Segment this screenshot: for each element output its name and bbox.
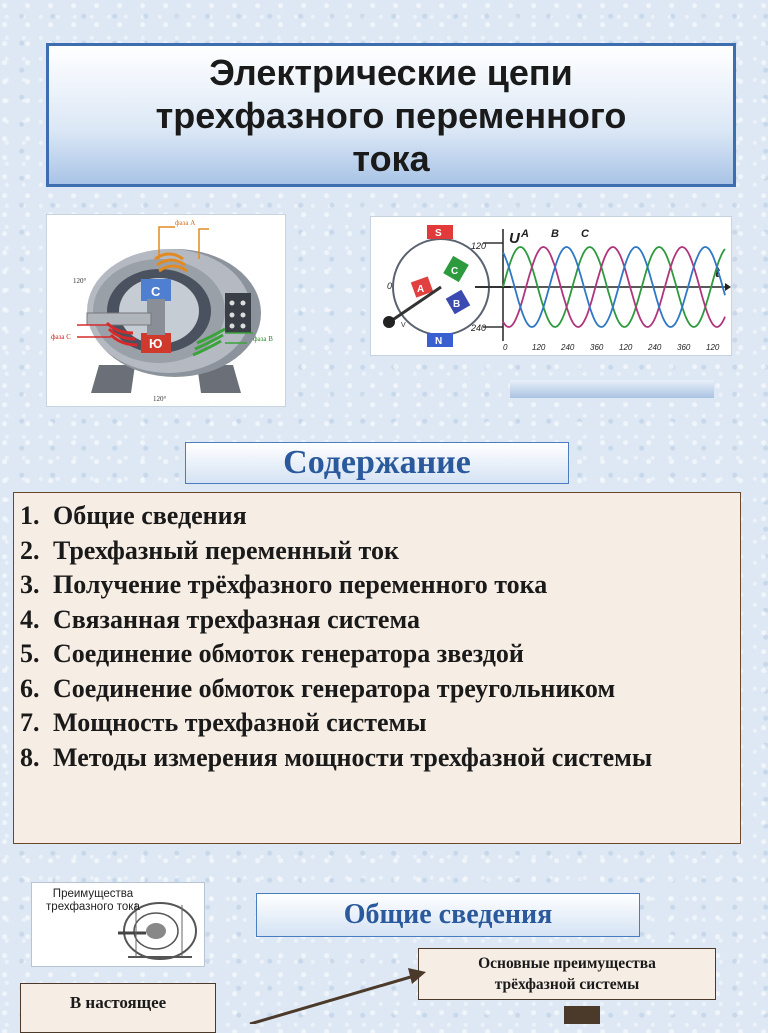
waveform-image xyxy=(370,216,732,356)
rotor-angle-120: 120 xyxy=(471,241,487,251)
contents-item-number: 6. xyxy=(20,673,40,703)
contents-item-text: Соединение обмоток генератора треугольником xyxy=(53,673,616,703)
contents-item-number: 5. xyxy=(20,639,40,668)
series-a-label: A xyxy=(521,228,529,240)
rotor-angle-0: 0 xyxy=(387,281,393,291)
contents-item[interactable] xyxy=(20,603,732,638)
x-tick-label: 0 xyxy=(503,343,508,352)
contents-header[interactable]: Содержание xyxy=(185,442,569,484)
phase-a-label: фаза А xyxy=(175,219,196,227)
contents-item-number: 4. xyxy=(20,604,40,634)
x-tick-label: 360 xyxy=(677,343,691,352)
x-tick-labels xyxy=(503,343,720,352)
rotor-b-letter: B xyxy=(453,299,461,310)
contents-item-text: Методы измерения мощности трехфазной системы xyxy=(53,742,653,772)
contents-item[interactable] xyxy=(20,741,732,776)
thumbnail-text: Преимущества трехфазного тока xyxy=(46,888,140,913)
general-info-header[interactable]: Общие сведения xyxy=(256,893,640,937)
x-tick-label: 120 xyxy=(619,343,633,352)
generator-image xyxy=(46,214,286,407)
contents-item[interactable] xyxy=(20,499,732,534)
generator-illustration xyxy=(47,215,285,406)
nowadays-box: В настоящее xyxy=(20,983,216,1033)
contents-item-number: 3. xyxy=(20,570,40,599)
rotor-c-letter: C xyxy=(451,266,459,277)
waveform-illustration xyxy=(371,217,731,355)
title-line-2: трехфазного переменного xyxy=(155,94,627,136)
contents-list xyxy=(13,492,741,844)
u-axis-label: U xyxy=(509,230,520,247)
page-title xyxy=(46,43,736,187)
contents-item[interactable] xyxy=(20,637,732,672)
series-c-label: C xyxy=(581,228,589,240)
contents-item-text: Общие сведения xyxy=(53,501,247,530)
rotor-a-letter: A xyxy=(417,284,425,295)
t-axis-label: t xyxy=(715,264,720,280)
x-tick-label: 120 xyxy=(532,343,546,352)
angle-top-label: 120° xyxy=(73,277,87,285)
decorative-bar xyxy=(510,380,714,398)
phase-c-label: фаза С xyxy=(51,333,71,341)
x-tick-label: 120 xyxy=(706,343,720,352)
contents-item-text: Соединение обмоток генератора звездой xyxy=(53,639,524,668)
x-tick-label: 240 xyxy=(648,343,662,352)
contents-item[interactable] xyxy=(20,706,732,741)
down-arrow xyxy=(560,1004,604,1024)
contents-item[interactable] xyxy=(20,534,732,569)
contents-item[interactable] xyxy=(20,568,732,603)
contents-item-text: Связанная трехфазная система xyxy=(53,604,420,634)
rotor-angle-240: 240 xyxy=(471,323,487,333)
contents-item-text: Трехфазный переменный ток xyxy=(53,535,399,565)
contents-item-text: Мощность трехфазной системы xyxy=(53,708,427,737)
contents-item-number: 1. xyxy=(20,501,40,530)
connector-arrow xyxy=(220,960,430,1024)
contents-item[interactable] xyxy=(20,672,732,707)
pole-south-label: Ю xyxy=(149,336,163,351)
contents-item-number: 2. xyxy=(20,535,40,565)
advantages-thumbnail[interactable] xyxy=(31,882,205,967)
rotor-v-letter: V xyxy=(401,322,406,329)
rotor-s-letter: S xyxy=(435,228,442,239)
advantages-box: Основные преимущества трёхфазной системы xyxy=(418,948,716,1000)
contents-item-number: 8. xyxy=(20,742,40,772)
title-line-3: тока xyxy=(352,137,430,179)
x-tick-label: 240 xyxy=(561,343,575,352)
contents-item-text: Получение трёхфазного переменного тока xyxy=(53,570,548,599)
x-tick-label: 360 xyxy=(590,343,604,352)
angle-bottom-label: 120° xyxy=(153,395,167,403)
contents-item-number: 7. xyxy=(20,708,40,737)
title-line-1: Электрические цепи xyxy=(209,51,573,93)
pole-north-label: С xyxy=(151,284,161,299)
phase-b-label: фаза В xyxy=(253,335,273,343)
rotor-n-letter: N xyxy=(435,336,443,347)
series-b-label: B xyxy=(551,228,559,240)
